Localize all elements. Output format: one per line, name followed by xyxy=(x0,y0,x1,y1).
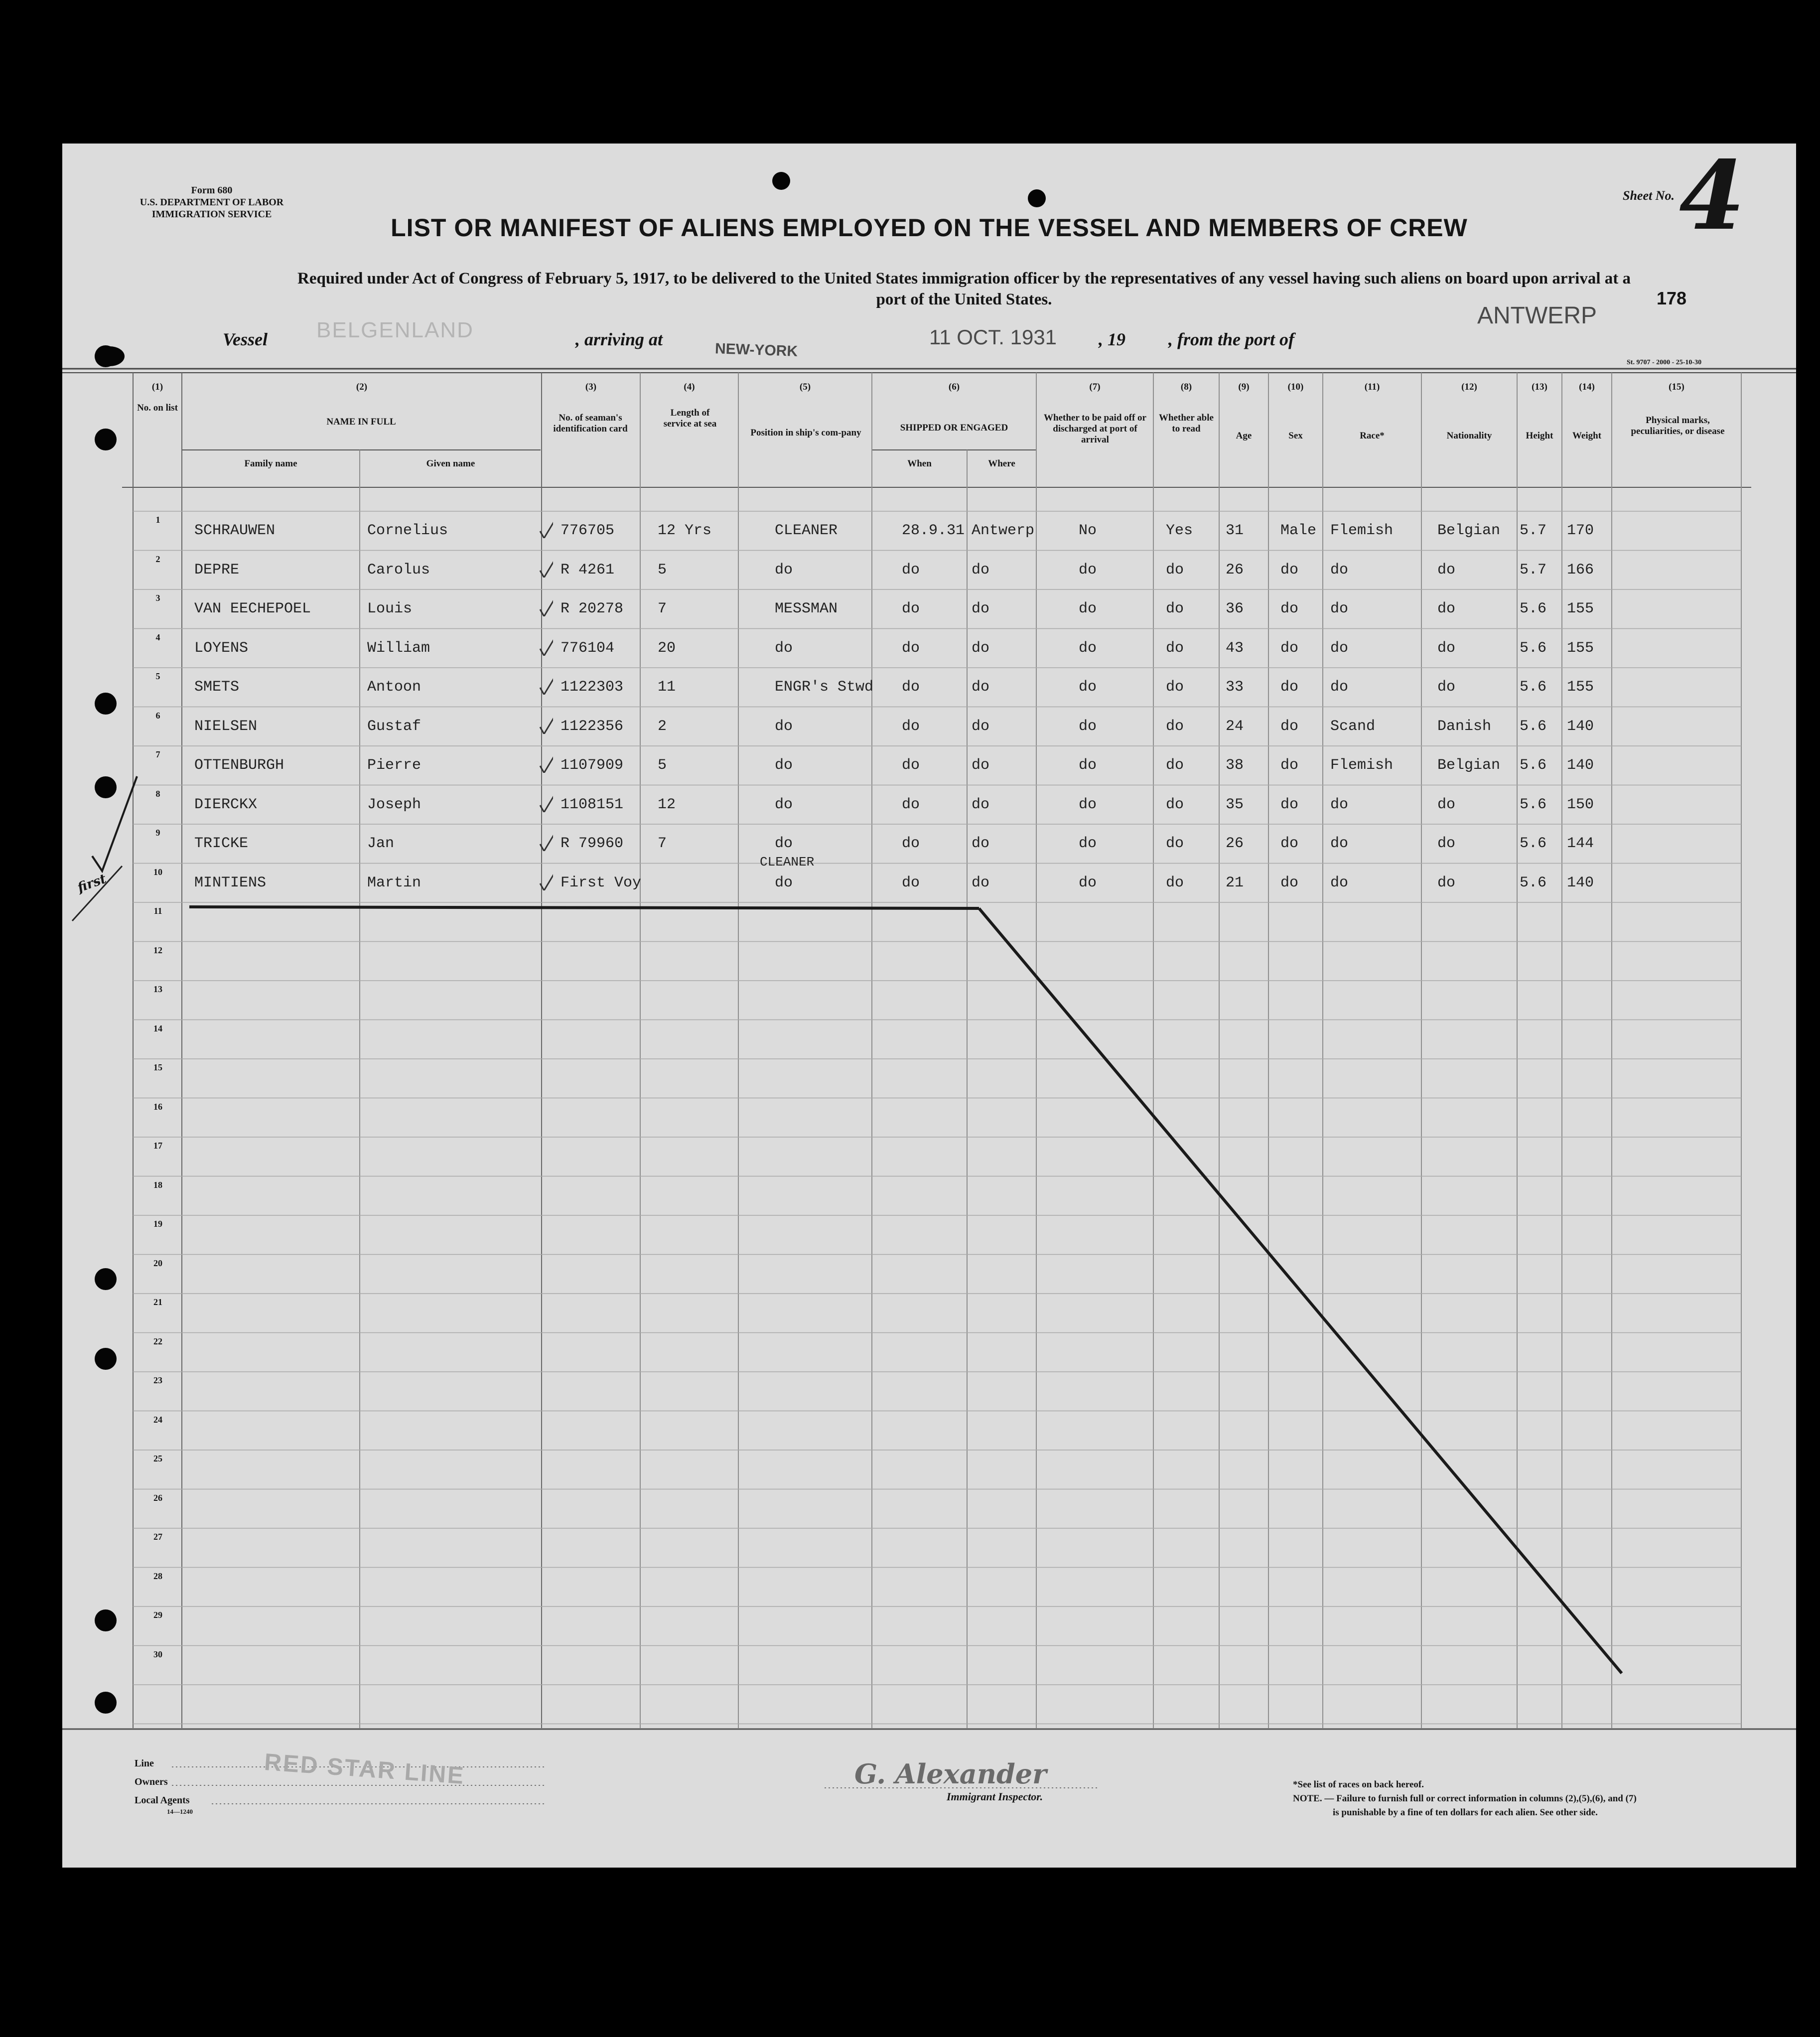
row-number: 7 xyxy=(155,749,160,759)
heading-where: Where xyxy=(988,458,1015,469)
family-name-cell: NIELSEN xyxy=(194,718,258,735)
where-cell: do xyxy=(972,639,990,657)
column-number: (1) xyxy=(151,382,163,392)
sex-cell: Male xyxy=(1280,522,1317,539)
where-cell: do xyxy=(972,561,990,579)
row-number: 23 xyxy=(153,1375,162,1385)
nationality-cell: Belgian xyxy=(1437,522,1501,539)
vessel-name: BELGENLAND xyxy=(316,318,474,342)
when-cell: do xyxy=(902,757,920,774)
family-name-cell: TRICKE xyxy=(194,835,249,852)
position-cell: do xyxy=(775,796,793,813)
height-cell: 5.6 xyxy=(1520,639,1547,657)
height-cell: 5.7 xyxy=(1520,522,1547,539)
row-number: 2 xyxy=(155,554,160,564)
penalty-note-1: NOTE. — Failure to furnish full or correct information in columns (2),(5),(6), and (7) xyxy=(1293,1793,1637,1804)
row-number: 17 xyxy=(153,1141,162,1151)
printer-code: St. 9707 - 2000 - 25-10-30 xyxy=(1627,359,1702,366)
sex-cell: do xyxy=(1280,600,1299,617)
length-service-cell: 12 Yrs xyxy=(658,522,712,539)
line-label: Line xyxy=(135,1758,154,1769)
vessel-label: Vessel xyxy=(223,329,268,349)
weight-cell: 155 xyxy=(1567,600,1594,617)
age-cell: 35 xyxy=(1226,796,1244,813)
nationality-cell: do xyxy=(1437,874,1456,891)
heading-weight: Weight xyxy=(1572,431,1602,441)
heading-age: Age xyxy=(1236,431,1252,441)
height-cell: 5.7 xyxy=(1520,561,1547,579)
column-number: (9) xyxy=(1238,382,1250,392)
row-number: 15 xyxy=(153,1062,162,1072)
punch-hole xyxy=(95,1268,117,1290)
nationality-cell: do xyxy=(1437,561,1456,579)
when-cell: do xyxy=(902,561,920,579)
length-service-cell: 7 xyxy=(658,600,667,617)
length-service-cell: 12 xyxy=(658,796,676,813)
able-read-cell: do xyxy=(1166,796,1184,813)
race-cell: Flemish xyxy=(1330,757,1394,774)
row-number: 26 xyxy=(153,1492,162,1503)
paid-off-cell: do xyxy=(1079,874,1097,891)
row-number: 22 xyxy=(153,1336,162,1346)
race-cell: do xyxy=(1330,561,1349,579)
where-cell: do xyxy=(972,679,990,696)
given-name-cell: Carolus xyxy=(367,561,430,579)
heading-id-card: No. of seaman's identification card xyxy=(553,413,628,434)
check-mark-icon xyxy=(538,634,553,656)
sex-cell: do xyxy=(1280,835,1299,852)
when-cell: 28.9.31 xyxy=(902,522,965,539)
agents-code: 14—1240 xyxy=(167,1808,193,1815)
where-cell: do xyxy=(972,600,990,617)
line-stamp: RED STAR LINE xyxy=(263,1748,466,1790)
nationality-cell: do xyxy=(1437,600,1456,617)
weight-cell: 140 xyxy=(1567,718,1594,735)
heading-nationality: Nationality xyxy=(1446,431,1492,441)
sheet-number: 4 xyxy=(1679,144,1745,251)
heading-given-name: Given name xyxy=(426,458,475,469)
id-card-cell: 1108151 xyxy=(560,796,624,813)
weight-cell: 140 xyxy=(1567,757,1594,774)
heading-shipped-engaged: SHIPPED OR ENGAGED xyxy=(900,423,1008,433)
punch-hole xyxy=(95,346,125,366)
manifest-sheet xyxy=(62,144,1796,1868)
height-cell: 5.6 xyxy=(1520,718,1547,735)
heading-race: Race* xyxy=(1360,431,1385,441)
id-card-cell: R 20278 xyxy=(560,600,624,617)
requirement-line-1: Required under Act of Congress of February 5, 1917, to be delivered to the United States immigration officer by the representatives of any vessel having such aliens on board upon arrival at a xyxy=(297,270,1631,288)
length-service-cell: 5 xyxy=(658,561,667,579)
paid-off-cell: do xyxy=(1079,679,1097,696)
weight-cell: 155 xyxy=(1567,679,1594,696)
service-name: IMMIGRATION SERVICE xyxy=(151,209,272,220)
table-rulings xyxy=(62,144,1796,1868)
given-name-cell: Joseph xyxy=(367,796,421,813)
check-mark-icon xyxy=(538,556,553,578)
paid-off-cell: do xyxy=(1079,757,1097,774)
nationality-cell: do xyxy=(1437,796,1456,813)
paid-off-cell: do xyxy=(1079,639,1097,657)
column-number: (13) xyxy=(1532,382,1547,392)
column-number: (2) xyxy=(356,382,368,392)
given-name-cell: Cornelius xyxy=(367,522,448,539)
heading-physical-marks: Physical marks, peculiarities, or disease xyxy=(1631,415,1725,436)
given-name-cell: William xyxy=(367,639,430,657)
arriving-label: , arriving at xyxy=(575,329,663,349)
heading-paid-off: Whether to be paid off or discharged at port of arrival xyxy=(1044,413,1146,445)
length-service-cell: 5 xyxy=(658,757,667,774)
row-number: 8 xyxy=(155,788,160,799)
given-name-cell: Martin xyxy=(367,874,421,891)
sex-cell: do xyxy=(1280,561,1299,579)
id-card-cell: 776104 xyxy=(560,639,615,657)
position-cell: MESSMAN xyxy=(775,600,838,617)
row-number: 6 xyxy=(155,710,160,721)
given-name-cell: Gustaf xyxy=(367,718,421,735)
id-card-cell: First Voy xyxy=(560,874,642,891)
stamped-number: 178 xyxy=(1657,288,1687,308)
row-number: 28 xyxy=(153,1571,162,1581)
check-mark-icon xyxy=(538,869,553,890)
given-name-cell: Jan xyxy=(367,835,395,852)
id-card-cell: 1107909 xyxy=(560,757,624,774)
sex-cell: do xyxy=(1280,718,1299,735)
sex-cell: do xyxy=(1280,874,1299,891)
family-name-cell: SMETS xyxy=(194,679,240,696)
penalty-note-2: is punishable by a fine of ten dollars for each alien. See other side. xyxy=(1333,1807,1598,1818)
arriving-port: NEW-YORK xyxy=(714,340,798,360)
where-cell: Antwerp xyxy=(972,522,1035,539)
id-card-cell: R 79960 xyxy=(560,835,624,852)
punch-hole xyxy=(95,1609,117,1631)
id-card-cell: 1122356 xyxy=(560,718,624,735)
paid-off-cell: do xyxy=(1079,600,1097,617)
department-name: U.S. DEPARTMENT OF LABOR xyxy=(140,197,284,208)
heading-name-in-full: NAME IN FULL xyxy=(326,417,396,427)
height-cell: 5.6 xyxy=(1520,796,1547,813)
race-cell: do xyxy=(1330,600,1349,617)
row-number: 18 xyxy=(153,1179,162,1190)
date-stamp: 11 OCT. 1931 xyxy=(929,325,1057,349)
able-read-cell: do xyxy=(1166,835,1184,852)
owners-label: Owners xyxy=(135,1776,168,1787)
height-cell: 5.6 xyxy=(1520,600,1547,617)
row-number: 24 xyxy=(153,1414,162,1425)
heading-height: Height xyxy=(1526,431,1553,441)
when-cell: do xyxy=(902,874,920,891)
weight-cell: 140 xyxy=(1567,874,1594,891)
check-mark-icon xyxy=(538,594,553,616)
row-number: 10 xyxy=(153,867,162,877)
paid-off-cell: do xyxy=(1079,835,1097,852)
heading-position: Position in ship's com-pany xyxy=(750,428,861,438)
family-name-cell: OTTENBURGH xyxy=(194,757,284,774)
check-mark-icon xyxy=(538,712,553,734)
nationality-cell: do xyxy=(1437,639,1456,657)
age-cell: 24 xyxy=(1226,718,1244,735)
family-name-cell: DIERCKX xyxy=(194,796,258,813)
position-cell: do xyxy=(775,835,793,852)
able-read-cell: do xyxy=(1166,600,1184,617)
family-name-cell: DEPRE xyxy=(194,561,240,579)
weight-cell: 155 xyxy=(1567,639,1594,657)
nationality-cell: Danish xyxy=(1437,718,1492,735)
where-cell: do xyxy=(972,718,990,735)
race-cell: do xyxy=(1330,874,1349,891)
row-number: 9 xyxy=(155,828,160,838)
able-read-cell: do xyxy=(1166,679,1184,696)
age-cell: 43 xyxy=(1226,639,1244,657)
family-name-cell: VAN EECHEPOEL xyxy=(194,600,311,617)
row-number: 19 xyxy=(153,1219,162,1229)
column-number: (14) xyxy=(1579,382,1595,392)
heading-when: When xyxy=(907,458,932,469)
row-number: 5 xyxy=(155,671,160,681)
race-cell: do xyxy=(1330,679,1349,696)
inspector-signature: G. Alexander xyxy=(854,1758,1047,1790)
races-note: *See list of races on back hereof. xyxy=(1293,1779,1424,1790)
from-label: , from the port of xyxy=(1168,329,1295,349)
requirement-line-2: port of the United States. xyxy=(876,291,1052,308)
year-label: , 19 xyxy=(1099,329,1125,349)
when-cell: do xyxy=(902,796,920,813)
position-cell: CLEANER xyxy=(775,522,838,539)
check-mark-icon xyxy=(538,790,553,812)
row-number: 20 xyxy=(153,1258,162,1268)
position-cell: do xyxy=(775,639,793,657)
length-service-cell: 7 xyxy=(658,835,667,852)
column-number: (5) xyxy=(799,382,811,392)
row-number: 4 xyxy=(155,632,160,642)
race-cell: do xyxy=(1330,835,1349,852)
sex-cell: do xyxy=(1280,796,1299,813)
position-cell: do xyxy=(775,874,793,891)
row-number: 16 xyxy=(153,1101,162,1112)
when-cell: do xyxy=(902,600,920,617)
race-cell: do xyxy=(1330,639,1349,657)
column-number: (15) xyxy=(1669,382,1684,392)
nationality-cell: do xyxy=(1437,835,1456,852)
race-cell: Flemish xyxy=(1330,522,1394,539)
race-cell: do xyxy=(1330,796,1349,813)
age-cell: 26 xyxy=(1226,835,1244,852)
height-cell: 5.6 xyxy=(1520,835,1547,852)
length-service-cell: 2 xyxy=(658,718,667,735)
family-name-cell: MINTIENS xyxy=(194,874,267,891)
punch-hole xyxy=(1028,189,1046,207)
row-number: 1 xyxy=(155,515,160,525)
height-cell: 5.6 xyxy=(1520,679,1547,696)
row-number: 30 xyxy=(153,1649,162,1659)
sex-cell: do xyxy=(1280,757,1299,774)
when-cell: do xyxy=(902,718,920,735)
punch-hole xyxy=(95,776,117,798)
sex-cell: do xyxy=(1280,639,1299,657)
age-cell: 38 xyxy=(1226,757,1244,774)
position-cell: do xyxy=(775,718,793,735)
paid-off-cell: do xyxy=(1079,718,1097,735)
age-cell: 33 xyxy=(1226,679,1244,696)
position-cell: do xyxy=(775,757,793,774)
check-mark-icon xyxy=(538,516,553,538)
paid-off-cell: No xyxy=(1079,522,1097,539)
from-port: ANTWERP xyxy=(1477,302,1597,329)
punch-hole xyxy=(95,1348,117,1370)
able-read-cell: do xyxy=(1166,757,1184,774)
sheet-label: Sheet No. xyxy=(1623,188,1675,203)
check-mark-icon xyxy=(538,673,553,695)
family-name-cell: LOYENS xyxy=(194,639,249,657)
weight-cell: 144 xyxy=(1567,835,1594,852)
able-read-cell: do xyxy=(1166,874,1184,891)
id-card-cell: R 4261 xyxy=(560,561,615,579)
weight-cell: 150 xyxy=(1567,796,1594,813)
row-number: 25 xyxy=(153,1454,162,1463)
local-agents-label: Local Agents xyxy=(135,1795,190,1806)
column-number: (3) xyxy=(585,382,597,392)
where-cell: do xyxy=(972,874,990,891)
heading-able-read: Whether able to read xyxy=(1159,413,1214,434)
when-cell: do xyxy=(902,835,920,852)
row-number: 13 xyxy=(153,984,162,994)
heading-length-service: Length of service at sea xyxy=(663,408,717,429)
punch-hole xyxy=(95,429,117,450)
row-number: 11 xyxy=(153,906,162,916)
check-mark-icon xyxy=(538,829,553,851)
column-number: (11) xyxy=(1364,382,1380,392)
where-cell: do xyxy=(972,835,990,852)
row-number: 14 xyxy=(153,1023,162,1033)
paid-off-cell: do xyxy=(1079,796,1097,813)
position-correction: CLEANER xyxy=(760,854,815,870)
column-number: (6) xyxy=(948,382,960,392)
inspector-label: Immigrant Inspector. xyxy=(947,1790,1043,1803)
weight-cell: 166 xyxy=(1567,561,1594,579)
id-card-cell: 776705 xyxy=(560,522,615,539)
margin-note: first xyxy=(75,871,109,896)
family-name-cell: SCHRAUWEN xyxy=(194,522,276,539)
where-cell: do xyxy=(972,757,990,774)
page-title: LIST OR MANIFEST OF ALIENS EMPLOYED ON THE VESSEL AND MEMBERS OF CREW xyxy=(391,214,1468,242)
punch-hole xyxy=(772,172,790,190)
heading-sex: Sex xyxy=(1288,431,1303,441)
able-read-cell: do xyxy=(1166,639,1184,657)
where-cell: do xyxy=(972,796,990,813)
column-number: (4) xyxy=(684,382,695,392)
row-number: 21 xyxy=(153,1297,162,1307)
row-number: 12 xyxy=(153,945,162,955)
check-mark-icon xyxy=(538,751,553,773)
position-cell: ENGR's Stwd xyxy=(775,679,874,696)
position-cell: do xyxy=(775,561,793,579)
able-read-cell: do xyxy=(1166,561,1184,579)
age-cell: 31 xyxy=(1226,522,1244,539)
column-number: (7) xyxy=(1089,382,1101,392)
column-number: (10) xyxy=(1287,382,1304,392)
when-cell: do xyxy=(902,679,920,696)
height-cell: 5.6 xyxy=(1520,757,1547,774)
age-cell: 26 xyxy=(1226,561,1244,579)
paid-off-cell: do xyxy=(1079,561,1097,579)
given-name-cell: Pierre xyxy=(367,757,421,774)
form-number: Form 680 xyxy=(191,185,233,196)
row-number: 3 xyxy=(155,593,160,603)
punch-hole xyxy=(95,693,117,715)
when-cell: do xyxy=(902,639,920,657)
age-cell: 36 xyxy=(1226,600,1244,617)
given-name-cell: Louis xyxy=(367,600,413,617)
heading-no-on-list: No. on list xyxy=(137,403,178,413)
column-number: (8) xyxy=(1180,382,1192,392)
length-service-cell: 20 xyxy=(658,639,676,657)
punch-hole xyxy=(95,1692,117,1714)
nationality-cell: Belgian xyxy=(1437,757,1501,774)
footer-notes xyxy=(1293,1778,1637,1820)
able-read-cell: Yes xyxy=(1166,522,1193,539)
sex-cell: do xyxy=(1280,679,1299,696)
heading-family-name: Family name xyxy=(244,458,297,469)
column-number: (12) xyxy=(1461,382,1477,392)
row-number: 29 xyxy=(153,1610,162,1620)
height-cell: 5.6 xyxy=(1520,874,1547,891)
race-cell: Scand xyxy=(1330,718,1376,735)
nationality-cell: do xyxy=(1437,679,1456,696)
id-card-cell: 1122303 xyxy=(560,679,624,696)
age-cell: 21 xyxy=(1226,874,1244,891)
given-name-cell: Antoon xyxy=(367,679,421,696)
row-number: 27 xyxy=(153,1532,162,1542)
weight-cell: 170 xyxy=(1567,522,1594,539)
length-service-cell: 11 xyxy=(658,679,676,696)
able-read-cell: do xyxy=(1166,718,1184,735)
